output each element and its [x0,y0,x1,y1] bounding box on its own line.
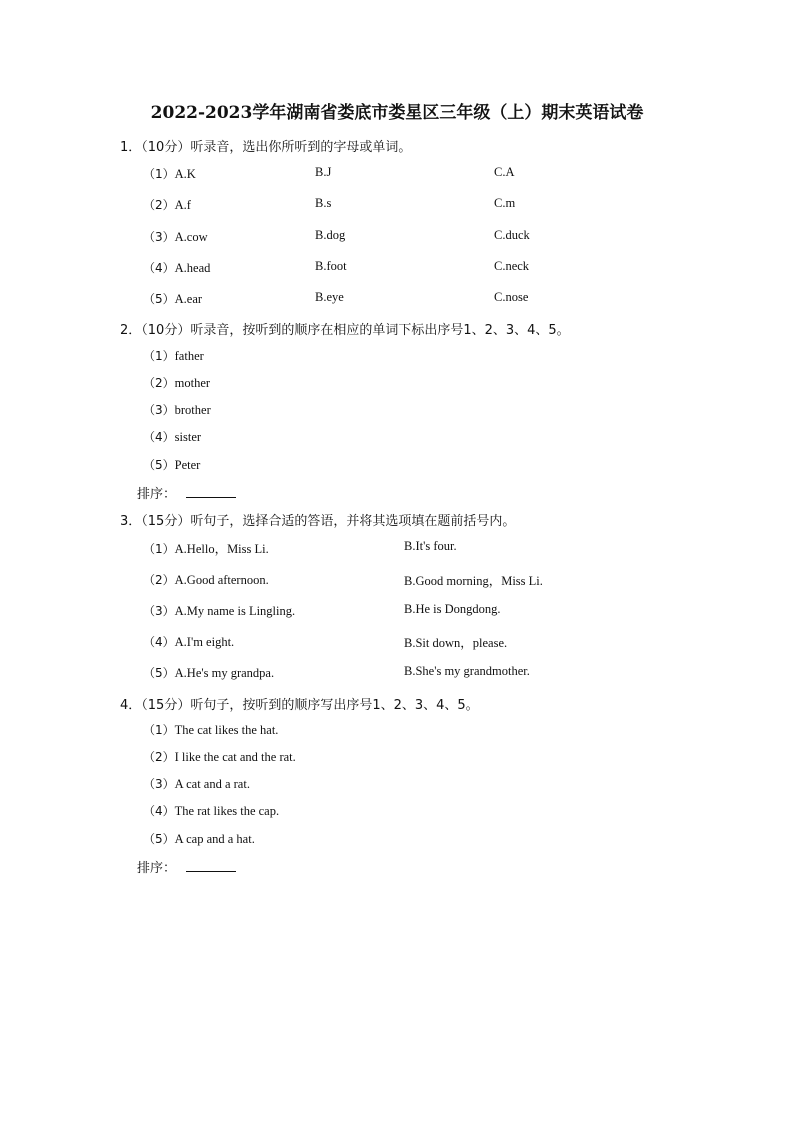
order-label: 排序： [137,487,177,502]
q1-option-b: B.dog [315,228,346,242]
order-answer-blank[interactable] [186,859,236,872]
q4-order-row [137,857,236,876]
q2-word: （5）Peter [143,458,201,472]
order-answer-blank[interactable] [186,485,236,498]
q4-sentence: （5）A cap and a hat. [143,832,255,846]
q4-sentence: （1）The cat likes the hat. [143,723,279,737]
q1-option-b: B.eye [315,290,344,304]
q2-word: （2）mother [143,376,211,390]
q1-option-a: （2）A.f [143,198,191,212]
order-label: 排序： [137,861,177,876]
q4-sentence: （4）The rat likes the cap. [143,804,280,818]
q4-sentence: （3）A cat and a rat. [143,777,250,791]
question-1-stem: 1．（10分）听录音，选出你所听到的字母或单词。 [120,140,412,155]
question-4-stem: 4．（15分）听句子，按听到的顺序写出序号1、2、3、4、5。 [120,698,479,713]
q1-option-a: （4）A.head [143,261,211,275]
q1-option-c: C.neck [494,259,530,273]
q1-option-c: C.duck [494,228,530,242]
q3-option-b: B.She's my grandmother. [404,664,530,678]
q1-option-b: B.foot [315,259,347,273]
q1-option-c: C.m [494,196,516,210]
q1-option-a: （5）A.ear [143,292,203,306]
q3-option-b: B.He is Dongdong. [404,602,501,616]
q2-word: （4）sister [143,430,202,444]
q3-option-a: （4）A.I'm eight. [143,635,235,649]
q2-order-row [137,483,236,502]
page-title: 2022-2023学年湖南省娄底市娄星区三年级（上）期末英语试卷 [150,103,644,123]
q1-option-b: B.J [315,165,332,179]
q2-word: （3）brother [143,403,211,417]
q1-option-c: C.A [494,165,515,179]
q3-option-a: （5）A.He's my grandpa. [143,666,275,680]
q1-option-a: （1）A.K [143,167,196,181]
q3-option-b: B.It's four. [404,539,457,553]
q4-sentence: （2）I like the cat and the rat. [143,750,296,764]
q2-word: （1）father [143,349,204,363]
q1-option-b: B.s [315,196,332,210]
question-2-stem: 2．（10分）听录音，按听到的顺序在相应的单词下标出序号1、2、3、4、5。 [120,323,570,338]
q1-option-a: （3）A.cow [143,230,208,244]
question-3-stem: 3．（15分）听句子，选择合适的答语，并将其选项填在题前括号内。 [120,514,516,529]
q1-option-c: C.nose [494,290,529,304]
q3-option-b: B.Sit down，please. [404,636,508,650]
q3-option-a: （1）A.Hello，Miss Li. [143,542,269,556]
q3-option-a: （3）A.My name is Lingling. [143,604,296,618]
q3-option-b: B.Good morning，Miss Li. [404,574,543,588]
q3-option-a: （2）A.Good afternoon. [143,573,269,587]
